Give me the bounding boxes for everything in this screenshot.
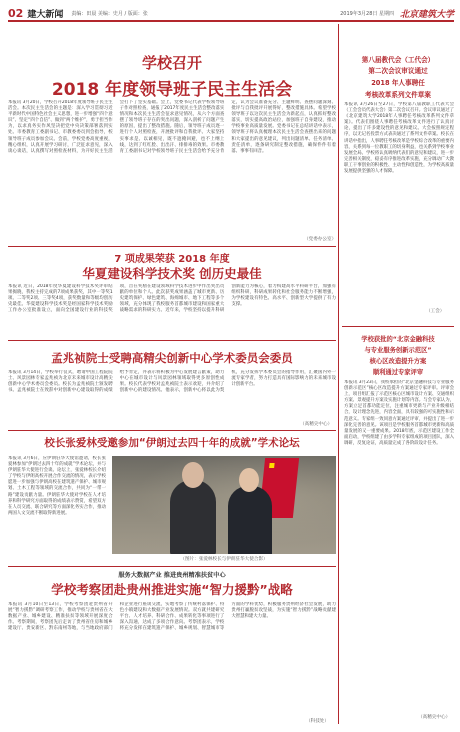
article5-byline: （科技处） [306, 719, 329, 724]
article2-kicker: 7 项成果荣获 2018 年度 [114, 254, 230, 265]
article5-title: 学校考察团赴贵州推进实施“智力援黔”战略 [51, 582, 293, 597]
article2-body: 本报讯 近日，2018年度华夏建设科学技术奖评审结果揭晓，我校主持完成的7项成果获奖，其中一等奖1项、二等奖2项、三等奖4项，获奖数量和等级均创历史最佳。华夏建设科学技术奖是经国家科学技术奖励工作办公室批准设立，面向全国建设行业的科技奖项，旨在奖励在建设领域科学技术进步中作出突出贡献的单位和个人。此次获奖成果涵盖了城市更新、历史建筑保护、绿色建筑、海绵城市、地下工程等多个领域，充分体现了我校服务首都城市建设和国家重大战略需求的科研实力。近年来，学校坚持以提升科研创新能力为核心，着力构建高水平科研平台，加强有组织科研，科研成果转化和社会服务能力不断增强，为学校建设有特色、高水平、创新型大学提供了有力支撑。 [8, 284, 336, 314]
photo-person-left [170, 480, 216, 554]
article4-body: 本报讯 3月6日，应伊朗驻华大使馆邀请，校长张爱林参加“伊朗过去四十年的成就”学术论坛，并与伊朗驻华大使进行会谈。论坛上，张爱林校长介绍了学校与伊朗高校开展合作交流的情况，表示学校愿进一步加强与伊朗高校在建筑遗产保护、城市规划、土木工程等领域的交流合作，共同为“一带一路”建设贡献力量。伊朗驻华大使对学校在人才培养和科学研究方面取得的成绩表示赞赏，希望双方在人员交流、联合研究等方面深化务实合作，推动两国人文交流不断取得新进展。 [8, 456, 106, 516]
column-rule [338, 24, 339, 724]
sidebar1-title-line2: 第二次会议审议通过 [368, 67, 428, 75]
article3-byline: （高精尖中心） [300, 422, 333, 427]
sidebar2-title-line3: 核心区改造提升方案 [369, 358, 427, 365]
article1-title-line2: 2018 年度领导班子民主生活会 [51, 80, 293, 100]
photo-person-right-head [239, 468, 259, 492]
divider [8, 340, 336, 341]
news-photo [112, 456, 336, 554]
sidebar1-byline: （工会） [426, 309, 445, 314]
photo-caption: （图片：张爱林校长与伊朗驻华大使合影） [180, 557, 268, 562]
sidebar1-title-line1: 第八届教代会（工代会） [361, 56, 435, 64]
sidebar1-title-line3: 2018 年人事聘任 [371, 79, 425, 87]
article1-byline: （党委办公室） [304, 237, 337, 242]
masthead [8, 6, 454, 22]
sidebar2-title-line2: 与专业服务创新示范区” [364, 347, 432, 354]
divider [8, 566, 336, 567]
divider [8, 430, 336, 431]
divider [8, 246, 336, 247]
article4-title: 校长张爱林受邀参加“伊朗过去四十年的成就”学术论坛 [44, 437, 300, 449]
page-number: 02 [8, 6, 24, 20]
sidebar2-title-line1: 学校获批的“北京金融科技 [361, 336, 435, 343]
article3-body: 本报讯 3月14日，学校举行仪式，聘请中国工程院院士、风景园林专家孟兆祯为北京未来城市设计高精尖创新中心学术委员会委员。校长为孟兆祯院士颁发聘书。孟兆祯院士在致辞中对创新中心建设取得的成绩给予肯定，并表示将积极为中心发展建言献策，助力中心在城市设计与风景园林领域取得更多原创性成果。校长代表学校对孟兆祯院士表示欢迎，并介绍了创新中心的建设情况。他表示，创新中心将以此为契机，充分发挥学术委员会的指导作用，汇聚国内外一流专家学者，努力打造具有国际影响力的未来城市设计创新平台。 [8, 370, 336, 394]
editor-credit: 责编：田晨 美编：史月 / 版面：张 [71, 10, 148, 17]
sidebar2-body: 本报讯 3月23日，我校承担的“北京金融科技与专业服务创新示范区”核心区改造提升方案通过专家评审。评审会上，项目组汇报了示范区核心区城市设计方案、交通组织方案、景观提升方案及实施计划等内容。与会专家认为，方案立足首都功能定位，注重城市更新与产业升级相结合，设计理念先进，内容全面，具有较强的可实施性和示范意义。专家组一致同意方案通过评审，并提出了进一步深化完善的意见。该项目是学校服务首都城市更新和高质量发展的又一重要成果。2018年底，示范区建设工作全面启动，学校组建了由多学科专家组成的项目团队，深入调研，反复论证，高质量完成了各阶段设计任务。 [344, 380, 454, 446]
article2-title: 华夏建设科学技术奖 创历史最佳 [82, 266, 262, 281]
photo-person-right [228, 486, 272, 554]
article1-body: 本报讯 3月20日，学校召开2018年度领导班子民主生活会。本次民主生活会的主题是：深入学习贯彻习近平新时代中国特色社会主义思想，进一步增强“四个意识”、坚定“四个自信”、做到“两个维护”，勇于担当作为，以求真务实作风坚决把党中央决策部署落到实处。市委教育工委副书记、市教委委员到会指导，校领导班子成员参加会议。会前，学校党委高度重视，精心组织，认真开展学习研讨，广泛征求意见，深入谈心谈话，认真撰写对照检查材料，为开好民主生活会打下了坚实基础。会上，党委书记代表学校领导班子作对照检查，通报了2017年度民主生活会整改落实情况和本次民主生活会征求意见情况，从六个方面查摆了领导班子存在的突出问题，深入剖析了问题产生的原因，提出了整改措施。随后，领导班子成员逐一进行个人对照检查，开展批评和自我批评。大家坚持实事求是、以诚相见，既不遮掩回避，也不上纲上线，达到了红红脸、出出汗、排排毒的效果。市委教育工委副书记对学校领导班子民主生活会给予充分肯定，认为会议准备充分、主题鲜明、查摆问题深刻、批评与自我批评开展得好，整改措施具体。希望学校领导班子以这次民主生活会为新起点，认真抓好整改落实，切实提高政治站位，加强班子自身建设，推动学校事业高质量发展。党委书记在总结讲话中表示，领导班子将认真梳理本次民主生活会查摆出来的问题和大家提出的意见建议，列出问题清单、任务清单、责任清单，逐条研究制定整改措施，确保件件有着落、事事有回音。 [8, 100, 336, 154]
article5-body: 本报讯 3月10日至13日，学校考察团赴贵州省开展“智力援黔”调研考察工作，推动学校与贵州省在大数据产业、城乡建设、精准扶贫等领域开展深度合作。考察期间，考察团先后走访了贵州省住房和城乡建设厅、贵安新区、黔东南州等地，与当地政府部门和企业进行座谈交流，实地考察了传统村落保护、特色小镇建设和大数据产业发展情况。双方就共建研究平台、人才培养、科研合作、成果转化等事项进行了深入沟通，达成了多项合作意向。考察团表示，学校将充分发挥在建筑遗产保护、城乡规划、智慧城市等方面的学科优势，积极服务贵州经济社会发展，助力贵州打赢脱贫攻坚战，为实施“智力援黔”战略贡献建大智慧和建大力量。 [8, 602, 336, 632]
sidebar2-byline: （高精尖中心） [418, 715, 451, 720]
article1-title-line1: 学校召开 [141, 54, 202, 72]
photo-person-left-head [182, 462, 204, 488]
newspaper-logo: 北京建筑大学 [399, 9, 454, 20]
sidebar1-title-line4: 考核改革系列文件草案 [365, 91, 431, 99]
sidebar2-title-line4: 顺利通过专家评审 [372, 369, 424, 376]
issue-date: 2019年3月28日 星期四 [340, 10, 394, 17]
article5-kicker: 服务大数据产业 推进贵州精准扶贫中心 [118, 572, 226, 579]
photo-background [112, 456, 336, 554]
divider [342, 326, 454, 327]
article3-title: 孟兆祯院士受聘高精尖创新中心学术委员会委员 [51, 351, 293, 365]
section-name: 建大新闻 [27, 9, 64, 20]
sidebar1-body: 本报讯 3月26日至27日，学校第八届教职工代表大会（工会会员代表大会）第二次会议召开。会议审议通过了《北京建筑大学2018年人事聘任考核改革系列文件草案》。代表们围绕人事聘任考核改革文件进行了认真讨论，提出了许多建设性的意见和建议。大会按照规定程序，以无记名投票方式表决通过了系列文件草案。校长在讲话中指出，人事聘任考核改革是学校综合改革的重要内容，关系到每一位教职工的切身利益，也关系到学校事业发展全局。学校将认真吸纳代表们的意见和建议，进一步完善相关制度，稳妥有序推进改革实施，充分调动广大教职工干事创业的积极性、主动性和创造性，为学校高质量发展提供坚强的人才保障。 [344, 102, 454, 175]
